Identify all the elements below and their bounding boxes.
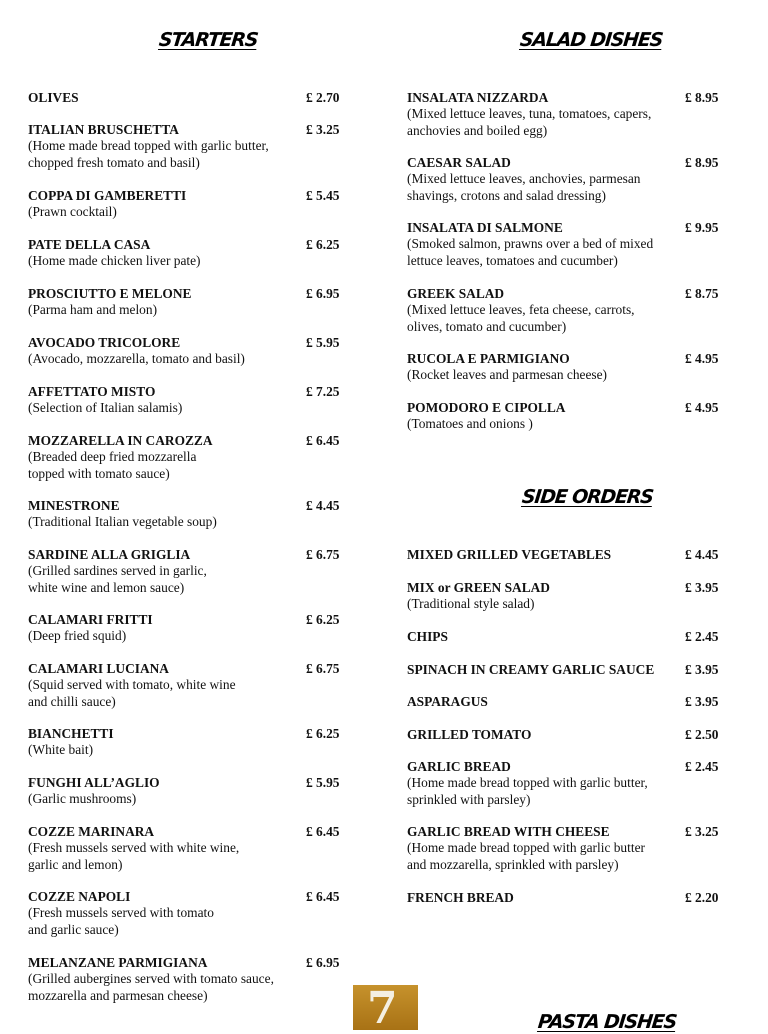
item-price: £ 8.95 [685, 90, 719, 105]
item-name: COZZE NAPOLI [28, 889, 131, 904]
item-description: (Mixed lettuce leaves, anchovies, parmesan shavings, crotons and salad dressing) [407, 171, 641, 203]
item-description: (Traditional Italian vegetable soup) [28, 514, 217, 530]
item-name: MIXED GRILLED VEGETABLES [407, 547, 612, 562]
item-price: £ 5.45 [306, 188, 340, 203]
item-price: £ 2.50 [685, 727, 719, 742]
item-description: (Prawn cocktail) [28, 204, 117, 220]
item-price: £ 3.95 [685, 580, 719, 595]
item-price: £ 6.45 [306, 889, 340, 904]
menu-item [407, 759, 719, 808]
item-description: (Fresh mussels served with tomato and garlic sauce) [28, 905, 214, 937]
item-name: BIANCHETTI [28, 726, 114, 741]
item-name: MIX or GREEN SALAD [407, 580, 550, 595]
item-description: (Deep fried squid) [28, 628, 127, 644]
starters-heading: STARTERS [157, 29, 259, 51]
item-name: CALAMARI LUCIANA [28, 661, 169, 676]
menu-item [28, 824, 340, 873]
menu-item [407, 580, 719, 613]
menu-item [407, 220, 719, 269]
item-price: £ 4.45 [685, 547, 719, 562]
item-price: £ 3.95 [685, 662, 719, 677]
menu-item [28, 188, 340, 221]
item-price: £ 4.45 [306, 498, 340, 513]
item-price: £ 9.95 [685, 220, 719, 235]
salad-dishes-heading: SALAD DISHES [518, 29, 664, 51]
item-price: £ 2.45 [685, 759, 719, 774]
item-price: £ 8.75 [685, 286, 719, 301]
item-name: SPINACH IN CREAMY GARLIC SAUCE [407, 662, 655, 677]
item-description: (Mixed lettuce leaves, feta cheese, carrots, olives, tomato and cucumber) [407, 302, 635, 334]
item-description: (Breaded deep fried mozzarella topped with tomato sauce) [28, 449, 197, 481]
item-name: ASPARAGUS [407, 694, 488, 709]
item-name: PATE DELLA CASA [28, 237, 151, 252]
item-price: £ 6.95 [306, 955, 340, 970]
item-name: GRILLED TOMATO [407, 727, 532, 742]
item-price: £ 4.95 [685, 400, 719, 415]
menu-item [407, 694, 719, 710]
item-price: £ 6.45 [306, 824, 340, 839]
menu-item [28, 661, 340, 710]
menu-item [28, 335, 340, 368]
item-description: (Traditional style salad) [407, 596, 535, 612]
menu-item [28, 889, 340, 938]
item-name: MINESTRONE [28, 498, 120, 513]
menu-item [28, 955, 340, 1004]
item-description: (Tomatoes and onions ) [407, 416, 533, 432]
item-name: INSALATA DI SALMONE [407, 220, 563, 235]
menu-item [28, 90, 340, 106]
item-name: MOZZARELLA IN CAROZZA [28, 433, 213, 448]
menu-item [28, 612, 340, 645]
item-description: (Grilled aubergines served with tomato sauce, mozzarella and parmesan cheese) [28, 971, 274, 1003]
item-name: RUCOLA E PARMIGIANO [407, 351, 570, 366]
menu-item [407, 890, 719, 906]
item-price: £ 6.25 [306, 612, 340, 627]
item-description: (Selection of Italian salamis) [28, 400, 183, 416]
item-price: £ 6.95 [306, 286, 340, 301]
item-name: CALAMARI FRITTI [28, 612, 153, 627]
item-description: (Fresh mussels served with white wine, garlic and lemon) [28, 840, 240, 872]
item-description: (Mixed lettuce leaves, tuna, tomatoes, capers, anchovies and boiled egg) [407, 106, 652, 138]
item-name: ITALIAN BRUSCHETTA [28, 122, 179, 137]
menu-item [28, 286, 340, 319]
item-name: COPPA DI GAMBERETTI [28, 188, 187, 203]
item-name: INSALATA NIZZARDA [407, 90, 549, 105]
item-price: £ 2.45 [685, 629, 719, 644]
item-description: (Squid served with tomato, white wine and chilli sauce) [28, 677, 236, 709]
item-name: POMODORO E CIPOLLA [407, 400, 566, 415]
item-name: FUNGHI ALL’AGLIO [28, 775, 160, 790]
item-description: (Garlic mushrooms) [28, 791, 137, 807]
menu-item [407, 547, 719, 563]
menu-item [407, 351, 719, 384]
item-description: (Smoked salmon, prawns over a bed of mixed lettuce leaves, tomatoes and cucumber) [407, 236, 654, 268]
item-price: £ 3.25 [306, 122, 340, 137]
item-description: (Avocado, mozzarella, tomato and basil) [28, 351, 245, 367]
item-name: GARLIC BREAD WITH CHEESE [407, 824, 610, 839]
side-orders-heading: SIDE ORDERS [520, 486, 654, 508]
menu-item [407, 727, 719, 743]
item-description: (Home made bread topped with garlic butter, chopped fresh tomato and basil) [28, 138, 269, 170]
item-name: SARDINE ALLA GRIGLIA [28, 547, 191, 562]
item-description: (Parma ham and melon) [28, 302, 158, 318]
item-price: £ 6.75 [306, 661, 340, 676]
item-price: £ 6.75 [306, 547, 340, 562]
item-description: (Grilled sardines served in garlic, white wine and lemon sauce) [28, 563, 207, 595]
item-name: GARLIC BREAD [407, 759, 511, 774]
item-price: £ 2.70 [306, 90, 340, 105]
menu-item [407, 824, 719, 873]
restaurant-logo [353, 983, 418, 1034]
menu-item [407, 662, 719, 678]
logo-glyph: 7 [367, 983, 398, 1034]
menu-item [28, 775, 340, 808]
item-price: £ 3.95 [685, 694, 719, 709]
menu-item [28, 726, 340, 759]
item-name: AVOCADO TRICOLORE [28, 335, 181, 350]
menu-item [28, 433, 340, 482]
item-name: MELANZANE PARMIGIANA [28, 955, 208, 970]
menu-item [28, 237, 340, 270]
item-price: £ 6.25 [306, 237, 340, 252]
item-name: CAESAR SALAD [407, 155, 511, 170]
menu-item [407, 155, 719, 204]
menu-item [28, 547, 340, 596]
item-price: £ 7.25 [306, 384, 340, 399]
item-description: (Home made bread topped with garlic butter, sprinkled with parsley) [407, 775, 648, 807]
item-price: £ 6.45 [306, 433, 340, 448]
menu-item [407, 400, 719, 433]
item-price: £ 6.25 [306, 726, 340, 741]
item-price: £ 4.95 [685, 351, 719, 366]
item-name: FRENCH BREAD [407, 890, 514, 905]
item-description: (White bait) [28, 742, 94, 758]
item-price: £ 3.25 [685, 824, 719, 839]
item-name: COZZE MARINARA [28, 824, 155, 839]
menu-item [28, 384, 340, 417]
item-name: CHIPS [407, 629, 448, 644]
item-name: AFFETTATO MISTO [28, 384, 156, 399]
item-price: £ 8.95 [685, 155, 719, 170]
item-description: (Rocket leaves and parmesan cheese) [407, 367, 608, 383]
item-name: GREEK SALAD [407, 286, 505, 301]
item-price: £ 2.20 [685, 890, 719, 905]
item-description: (Home made chicken liver pate) [28, 253, 201, 269]
pasta-dishes-heading: PASTA DISHES [536, 1011, 678, 1033]
menu-item [407, 90, 719, 139]
item-price: £ 5.95 [306, 335, 340, 350]
menu-item [407, 629, 719, 645]
item-description: (Home made bread topped with garlic butter and mozzarella, sprinkled with parsley) [407, 840, 645, 872]
item-name: OLIVES [28, 90, 79, 105]
menu-item [28, 498, 340, 531]
menu-item [407, 286, 719, 335]
menu-item [28, 122, 340, 171]
item-name: PROSCIUTTO E MELONE [28, 286, 192, 301]
item-price: £ 5.95 [306, 775, 340, 790]
